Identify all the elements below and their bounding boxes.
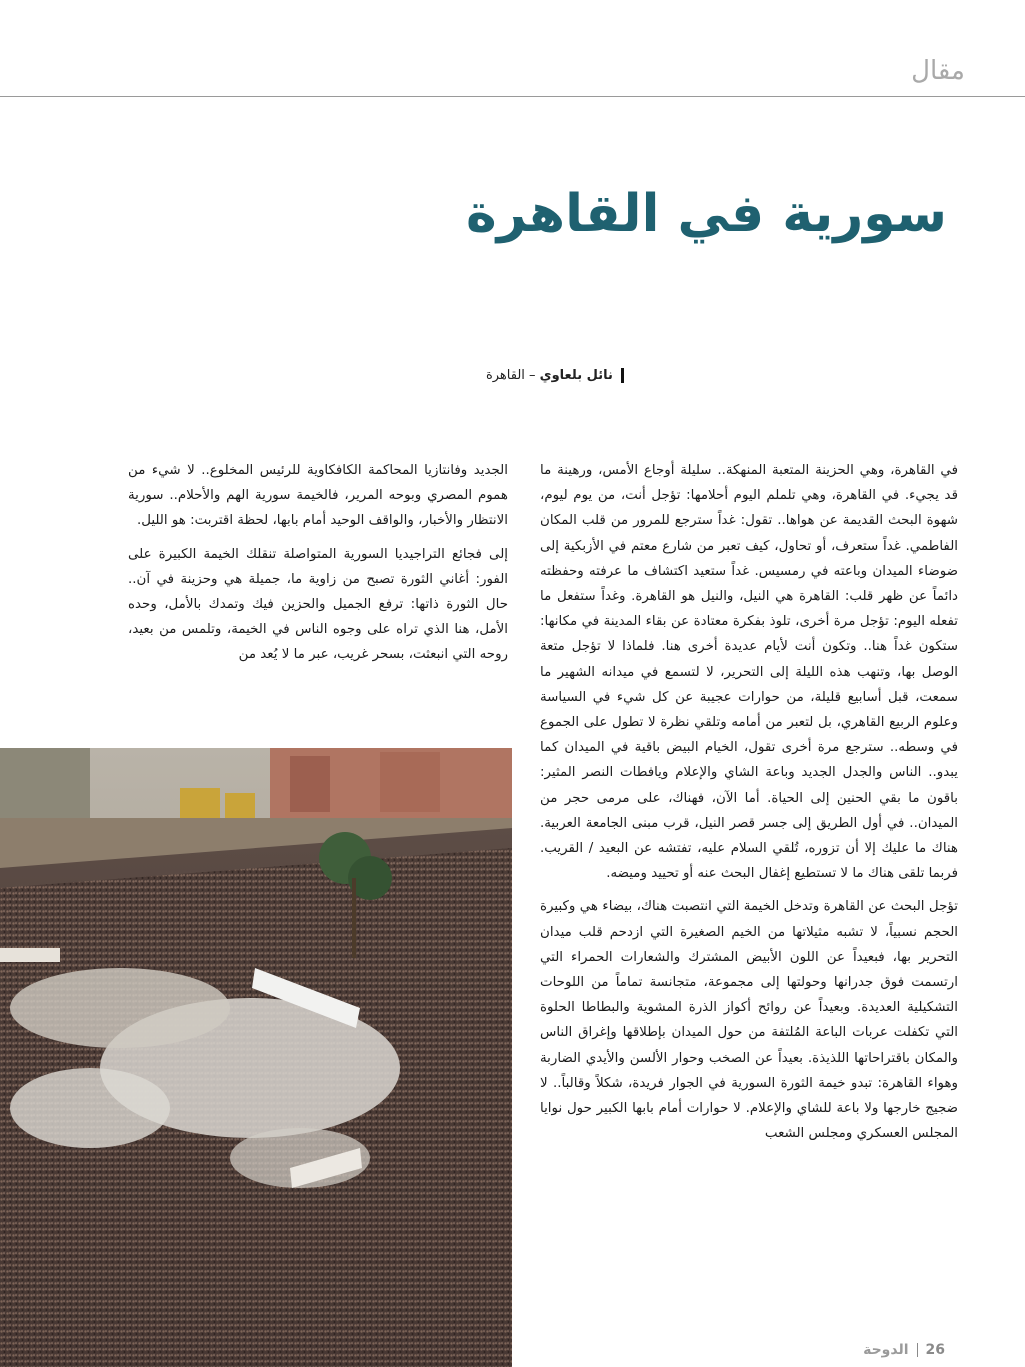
byline-location: – القاهرة: [485, 368, 536, 383]
footer-divider: [917, 1343, 918, 1357]
magazine-name: الدوحة: [863, 1342, 909, 1358]
header-divider: [0, 96, 1025, 97]
paragraph: الجديد وفانتازيا المحاكمة الكافكاوية للرئيس المخلوع.. لا شيء من هموم المصري وبوحه المرير، فالخيمة سورية الهم والأحلام.. سورية الانتظار والأخبار، والواقف الوحيد أمام بابها، لحظة اقتربت: هو الليل.: [128, 463, 508, 529]
article-column-left: [128, 458, 508, 668]
article-column-right: [540, 458, 958, 1146]
paragraph: تؤجل البحث عن القاهرة وتدخل الخيمة التي انتصبت هناك، بيضاء هي وكبيرة الحجم نسبياً، لا تشبه مثيلاتها من الخيم الصغيرة التي ازدحم قلب ميدان التحرير بها، فبعيداً عن اللون الأبيض المشترك والشعارات الحمراء التي ارتسمت فوق جدرانها وحولتها إلى مجموعة، متجانسة تماماً من اللوحات التشكيلية العديدة. وبعيداً عن روائح أكواز الذرة المشوية والبطاطا الحلوة التي تكفلت عربات الباعة المُلتفة من حول الميدان بإطلاقها وإغراق الناس والمكان باقتراحاتها اللذيذة. بعيداً عن الصخب وحوار الألسن والأيدي الضاربة وهواء القاهرة: تبدو خيمة الثورة السورية في الجوار فريدة، شكلاً وقالباً.. لا ضجيج خارجها ولا باعة للشاي والإعلام. لا حوارات أمام بابها الكبير حول نوايا المجلس العسكري ومجلس الشعب: [540, 899, 958, 1142]
paragraph: إلى فجائع التراجيديا السورية المتواصلة تنقلك الخيمة الكبيرة على الفور: أغاني الثورة تصبح من زاوية ما، جميلة هي وحزينة في آن.. حال الثورة ذاتها: ترفع الجميل والحزين فيك وتمدك بالأمل، وحده الأمل، هنا الذي تراه على وجوه الناس في الخيمة، وتلمس من بعيد، روحه التي انبعثت، بسحر غريب، عبر ما لا يُعد من: [128, 546, 508, 663]
section-label: مقال: [911, 56, 965, 86]
page-footer: [863, 1342, 945, 1358]
article-title: سورية في القاهرة: [466, 184, 947, 244]
tahrir-square-photo: [0, 748, 512, 1367]
page-number: 26: [925, 1342, 945, 1358]
byline: [428, 368, 624, 383]
paragraph: في القاهرة، وهي الحزينة المتعبة المنهكة.. سليلة أوجاع الأمس، ورهينة ما قد يجيء. في القاهرة، وهي تلملم اليوم أحلامها: تؤجل أنت، من يوم ليوم، شهوة البحث القديمة عن هواها.. تقول: غداً سترجع للمرور من قلب المكان الفاطمي. غداً ستعرف، أو تحاول، كيف تعبر من شارع معتم في الأزبكية إلى ضوضاء الميدان وباعته في رمسيس. غداً ستعيد اكتشاف ما عرفته وحفظته دائماً عن ظهر قلب: القاهرة هي النيل، والنيل هو القاهرة. وغداً ستفعل ما تفعله اليوم: تؤجل مرة أخرى، تلوذ بفكرة معتادة عن بقاء المدينة في مكانها: ستكون غداً هنا.. وتكون أنت لأيام عديدة أخرى هنا. فلماذا لا تؤجل متعة الوصل بها، وتنهب هذه الليلة إلى التحرير، لا لتسمع في ميدانه الشهير ما سمعت، قبل أسابيع قليلة، من حوارات عجيبة عن كل شيء في السياسة وعلوم الربيع القاهري، بل لتعبر من أمامه وتلقي نظرة لا تطول على الجموع في وسطه.. سترجع مرة أخرى تقول، الخيام البيض باقية في الميدان كما يبدو.. الناس والجدل الجديد وباعة الشاي والإعلام ويافطات النصر المثير: باقون ما بقي الحنين إلى الحياة. أما الآن، فهناك، على مرمى حجر من الميدان.. في أول الطريق إلى جسر قصر النيل، قرب مبنى الجامعة العربية. هناك ما عليك إلا أن تزوره، تُلقي السلام عليه، تفتشه عن البعيد / القريب. فربما تلقى هناك ما لا تستطيع إغفال البحث عنه أو تحييد وميضه.: [540, 463, 958, 882]
byline-bar: [621, 368, 624, 383]
crowd-image: [0, 748, 512, 1367]
author-name: نائل بلعاوي: [539, 368, 613, 383]
